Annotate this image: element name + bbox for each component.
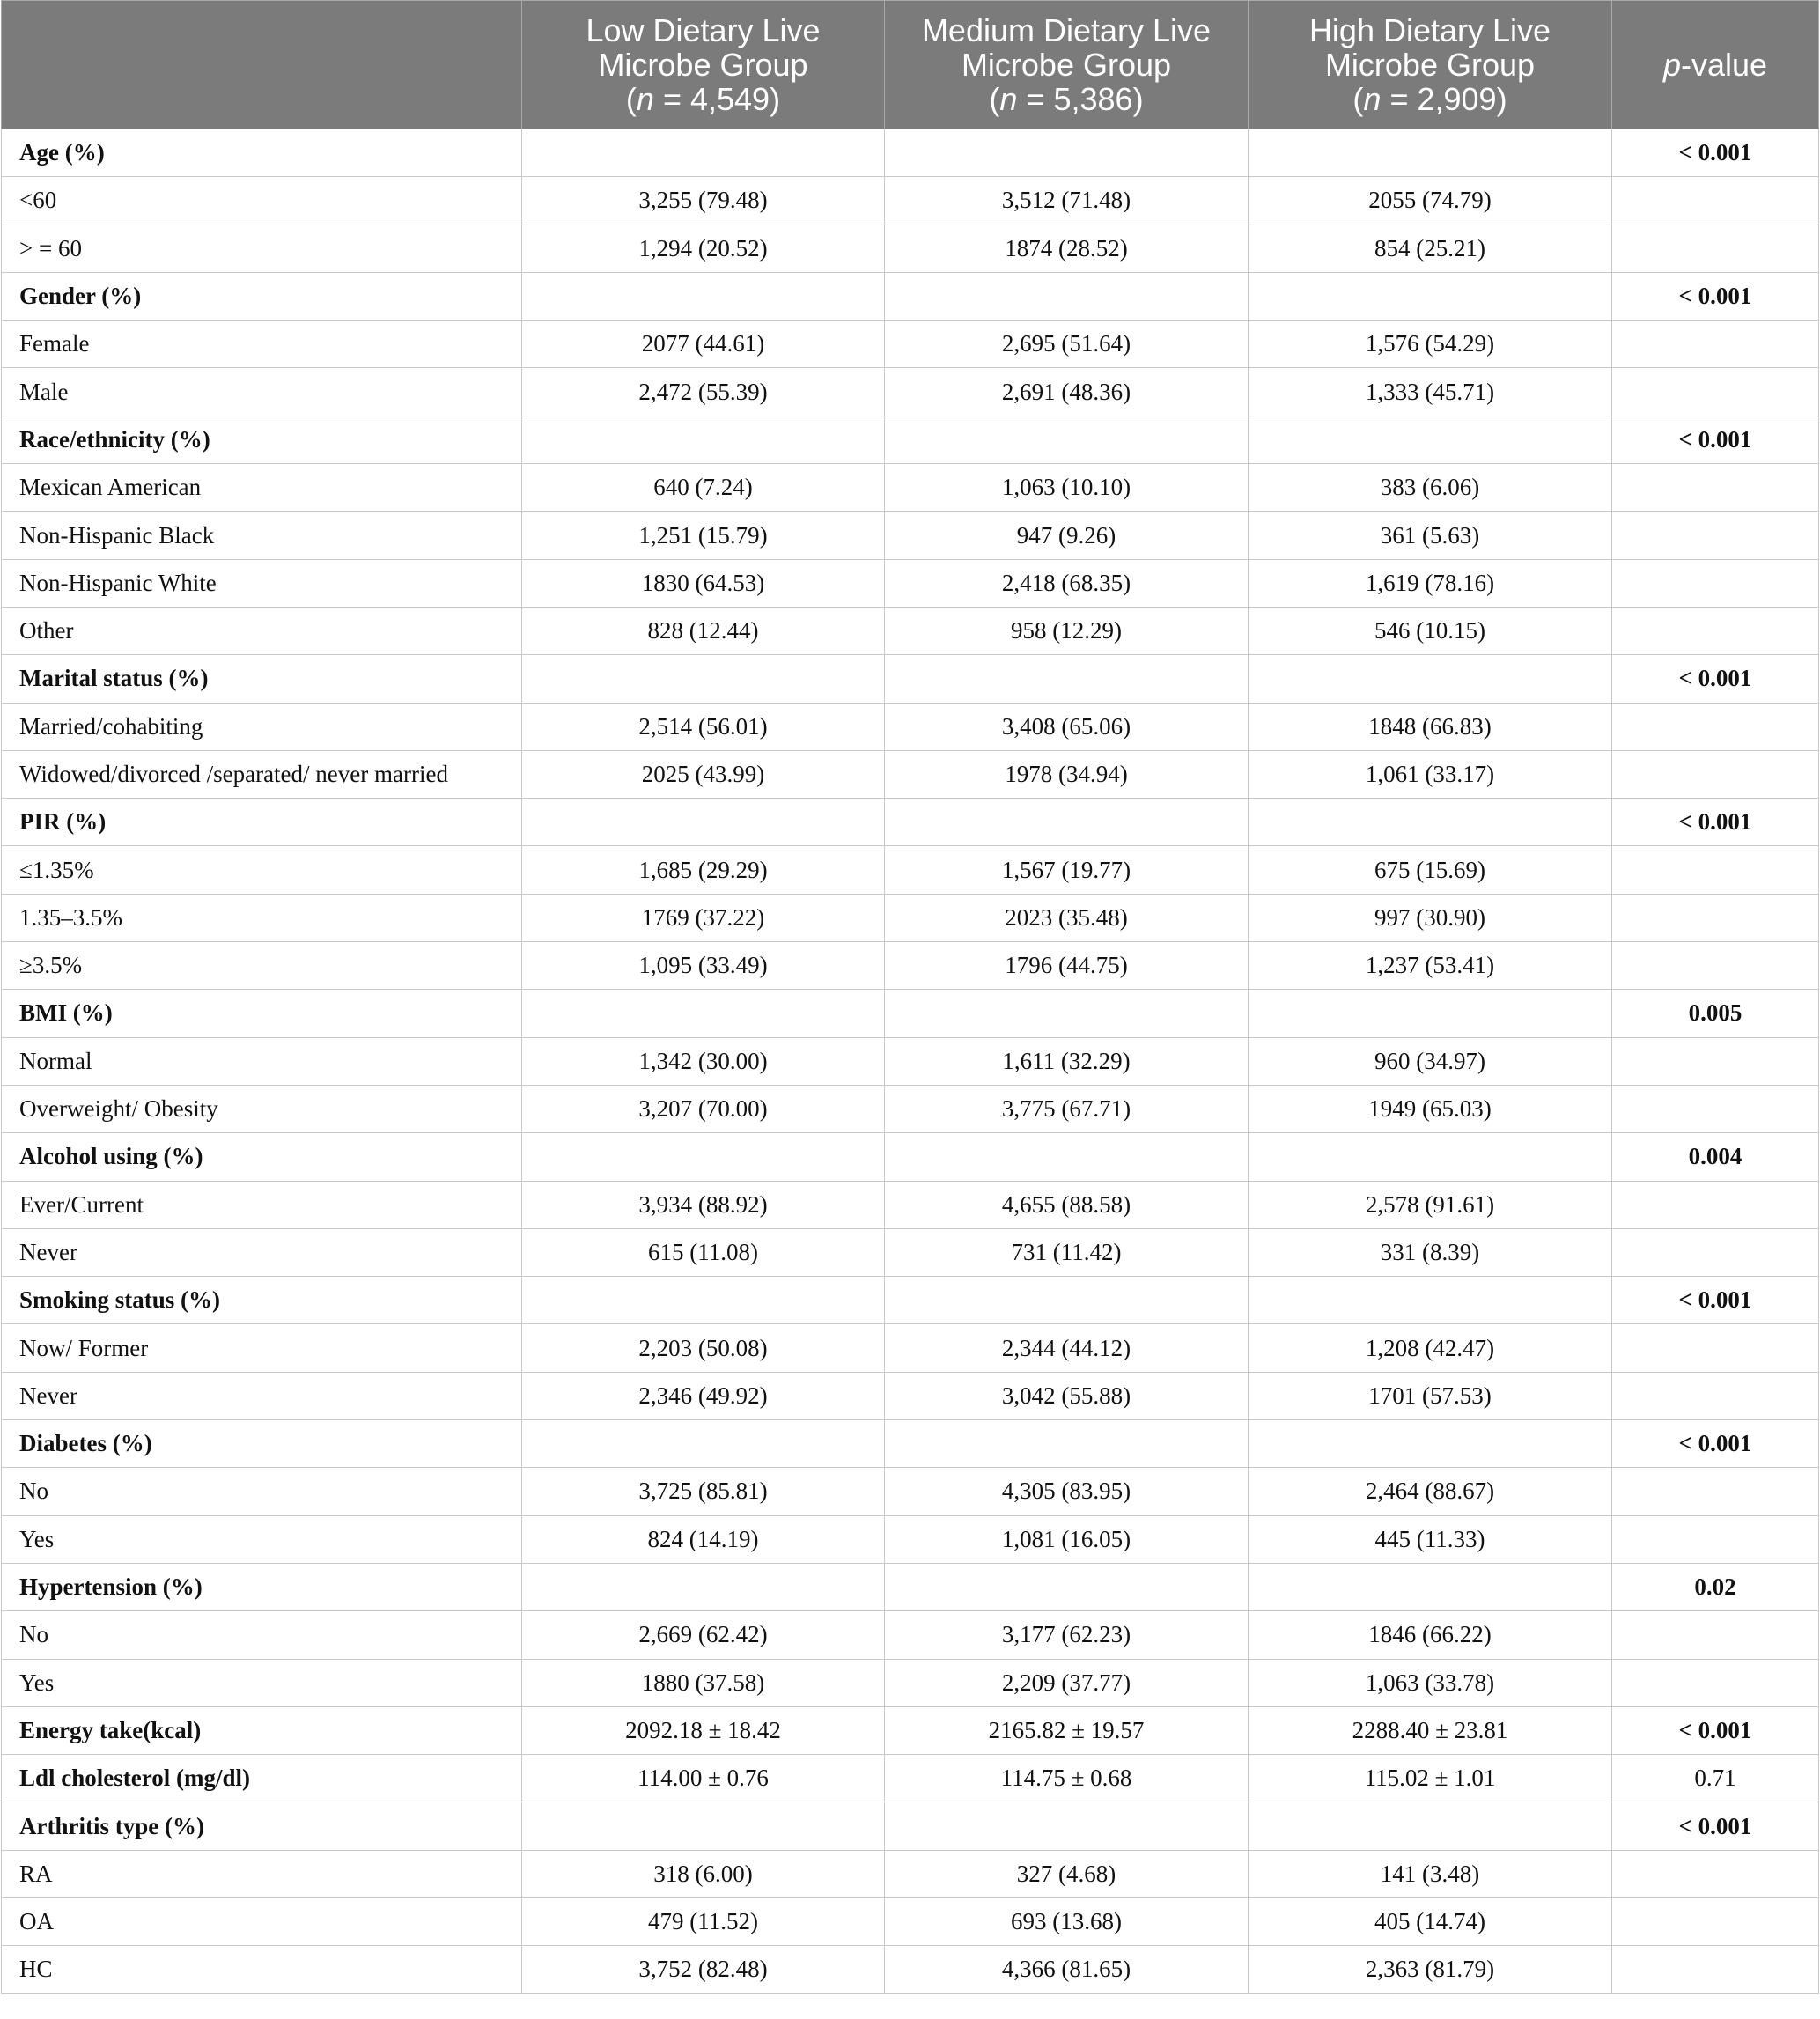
row-label: Gender (%) bbox=[2, 272, 522, 320]
table-row bbox=[2, 464, 1819, 512]
medium-group-value: 4,366 (81.65) bbox=[885, 1946, 1249, 1993]
high-group-value: 1,208 (42.47) bbox=[1249, 1324, 1612, 1372]
medium-group-value: 3,512 (71.48) bbox=[885, 177, 1249, 225]
low-group-value: 3,207 (70.00) bbox=[522, 1085, 885, 1132]
high-group-value: 2055 (74.79) bbox=[1249, 177, 1612, 225]
row-label: RA bbox=[2, 1850, 522, 1897]
medium-group-value bbox=[885, 990, 1249, 1037]
p-value-italic: p bbox=[1662, 47, 1681, 83]
medium-group-value: 2,691 (48.36) bbox=[885, 368, 1249, 416]
table-section-row bbox=[2, 1563, 1819, 1610]
high-group-value: 361 (5.63) bbox=[1249, 512, 1612, 559]
header-cell-variable bbox=[2, 1, 522, 129]
medium-group-value: 2165.82 ± 19.57 bbox=[885, 1706, 1249, 1754]
p-value: 0.004 bbox=[1612, 1133, 1819, 1181]
high-group-value bbox=[1249, 416, 1612, 463]
header-cell-medium-group: Medium Dietary Live Microbe Group (n = 5,386) bbox=[885, 1, 1249, 129]
low-group-value bbox=[522, 1133, 885, 1181]
low-group-value bbox=[522, 272, 885, 320]
medium-group-value: 2023 (35.48) bbox=[885, 894, 1249, 941]
low-group-n-label: n bbox=[636, 81, 654, 117]
low-group-value: 318 (6.00) bbox=[522, 1850, 885, 1897]
high-group-value: 2,363 (81.79) bbox=[1249, 1946, 1612, 1993]
high-group-value: 1846 (66.22) bbox=[1249, 1611, 1612, 1659]
low-group-value: 1,294 (20.52) bbox=[522, 225, 885, 272]
high-group-value: 854 (25.21) bbox=[1249, 225, 1612, 272]
low-group-n-value: 4,549 bbox=[689, 81, 770, 117]
medium-group-n-value: 5,386 bbox=[1053, 81, 1133, 117]
medium-group-line2: Microbe Group bbox=[961, 47, 1172, 83]
low-group-value bbox=[522, 1420, 885, 1468]
low-group-value: 479 (11.52) bbox=[522, 1897, 885, 1945]
low-group-value bbox=[522, 416, 885, 463]
high-group-value: 445 (11.33) bbox=[1249, 1515, 1612, 1563]
medium-group-value: 1,611 (32.29) bbox=[885, 1037, 1249, 1085]
medium-group-value: 693 (13.68) bbox=[885, 1897, 1249, 1945]
table-body bbox=[2, 129, 1819, 1994]
row-label: PIR (%) bbox=[2, 799, 522, 846]
p-value bbox=[1612, 1946, 1819, 1993]
medium-group-value bbox=[885, 799, 1249, 846]
row-label: Widowed/divorced /separated/ never married bbox=[2, 750, 522, 798]
row-label: Age (%) bbox=[2, 129, 522, 177]
p-value-suffix: -value bbox=[1680, 47, 1768, 83]
p-value: < 0.001 bbox=[1612, 1802, 1819, 1850]
row-label: <60 bbox=[2, 177, 522, 225]
p-value bbox=[1612, 703, 1819, 750]
p-value bbox=[1612, 1468, 1819, 1515]
low-group-value: 824 (14.19) bbox=[522, 1515, 885, 1563]
high-group-value bbox=[1249, 655, 1612, 703]
high-group-line1: High Dietary Live bbox=[1308, 12, 1551, 48]
row-label: Alcohol using (%) bbox=[2, 1133, 522, 1181]
table-row bbox=[2, 1085, 1819, 1132]
medium-group-value: 2,209 (37.77) bbox=[885, 1659, 1249, 1706]
medium-group-value: 3,775 (67.71) bbox=[885, 1085, 1249, 1132]
low-group-value: 828 (12.44) bbox=[522, 607, 885, 654]
medium-group-value: 947 (9.26) bbox=[885, 512, 1249, 559]
high-group-value bbox=[1249, 1802, 1612, 1850]
p-value: < 0.001 bbox=[1612, 1706, 1819, 1754]
low-group-value: 1769 (37.22) bbox=[522, 894, 885, 941]
high-group-value bbox=[1249, 1277, 1612, 1324]
low-group-value: 2,669 (62.42) bbox=[522, 1611, 885, 1659]
table-row bbox=[2, 177, 1819, 225]
medium-group-value: 2,418 (68.35) bbox=[885, 559, 1249, 607]
medium-group-value bbox=[885, 1133, 1249, 1181]
table-section-row bbox=[2, 990, 1819, 1037]
high-group-value: 115.02 ± 1.01 bbox=[1249, 1755, 1612, 1802]
row-label: Ldl cholesterol (mg/dl) bbox=[2, 1755, 522, 1802]
row-label: No bbox=[2, 1468, 522, 1515]
p-value bbox=[1612, 464, 1819, 512]
low-group-value: 640 (7.24) bbox=[522, 464, 885, 512]
p-value bbox=[1612, 607, 1819, 654]
table-row bbox=[2, 1181, 1819, 1228]
high-group-value: 960 (34.97) bbox=[1249, 1037, 1612, 1085]
low-group-value bbox=[522, 129, 885, 177]
high-group-value bbox=[1249, 799, 1612, 846]
table-row bbox=[2, 703, 1819, 750]
row-label: Never bbox=[2, 1372, 522, 1419]
table-row bbox=[2, 1372, 1819, 1419]
high-group-value bbox=[1249, 1420, 1612, 1468]
low-group-value: 2,514 (56.01) bbox=[522, 703, 885, 750]
p-value bbox=[1612, 894, 1819, 941]
table-row bbox=[2, 750, 1819, 798]
table-row bbox=[2, 512, 1819, 559]
high-group-value bbox=[1249, 990, 1612, 1037]
high-group-value: 1,619 (78.16) bbox=[1249, 559, 1612, 607]
low-group-value bbox=[522, 990, 885, 1037]
row-label: Never bbox=[2, 1228, 522, 1276]
table-row bbox=[2, 368, 1819, 416]
row-label: Non-Hispanic White bbox=[2, 559, 522, 607]
p-value bbox=[1612, 1372, 1819, 1419]
row-label: > = 60 bbox=[2, 225, 522, 272]
p-value bbox=[1612, 368, 1819, 416]
p-value: 0.02 bbox=[1612, 1563, 1819, 1610]
low-group-value: 615 (11.08) bbox=[522, 1228, 885, 1276]
header-row bbox=[2, 1, 1819, 129]
low-group-value: 114.00 ± 0.76 bbox=[522, 1755, 885, 1802]
medium-group-value: 1978 (34.94) bbox=[885, 750, 1249, 798]
high-group-value: 1,061 (33.17) bbox=[1249, 750, 1612, 798]
table-row bbox=[2, 942, 1819, 990]
row-label: Smoking status (%) bbox=[2, 1277, 522, 1324]
row-label: Now/ Former bbox=[2, 1324, 522, 1372]
row-label: Mexican American bbox=[2, 464, 522, 512]
high-group-value: 1701 (57.53) bbox=[1249, 1372, 1612, 1419]
high-group-value bbox=[1249, 129, 1612, 177]
p-value: < 0.001 bbox=[1612, 1277, 1819, 1324]
low-group-value: 1,342 (30.00) bbox=[522, 1037, 885, 1085]
table-row bbox=[2, 1324, 1819, 1372]
medium-group-value: 1,063 (10.10) bbox=[885, 464, 1249, 512]
low-group-value: 3,725 (85.81) bbox=[522, 1468, 885, 1515]
medium-group-value: 731 (11.42) bbox=[885, 1228, 1249, 1276]
header-cell-high-group: High Dietary Live Microbe Group (n = 2,909) bbox=[1249, 1, 1612, 129]
low-group-value: 3,255 (79.48) bbox=[522, 177, 885, 225]
high-group-value: 1,576 (54.29) bbox=[1249, 321, 1612, 368]
table-section-row bbox=[2, 799, 1819, 846]
low-group-value bbox=[522, 1563, 885, 1610]
p-value bbox=[1612, 1324, 1819, 1372]
p-value: < 0.001 bbox=[1612, 129, 1819, 177]
high-group-n-value: 2,909 bbox=[1417, 81, 1497, 117]
medium-group-value: 2,344 (44.12) bbox=[885, 1324, 1249, 1372]
table-row bbox=[2, 1659, 1819, 1706]
row-label: BMI (%) bbox=[2, 990, 522, 1037]
high-group-value: 675 (15.69) bbox=[1249, 846, 1612, 894]
medium-group-value: 1796 (44.75) bbox=[885, 942, 1249, 990]
baseline-characteristics-table bbox=[1, 0, 1819, 1994]
low-group-value: 2,472 (55.39) bbox=[522, 368, 885, 416]
table-row bbox=[2, 559, 1819, 607]
p-value bbox=[1612, 177, 1819, 225]
row-label: Race/ethnicity (%) bbox=[2, 416, 522, 463]
table-section-row bbox=[2, 272, 1819, 320]
row-label: Ever/Current bbox=[2, 1181, 522, 1228]
p-value: < 0.001 bbox=[1612, 416, 1819, 463]
medium-group-value bbox=[885, 1563, 1249, 1610]
medium-group-value: 327 (4.68) bbox=[885, 1850, 1249, 1897]
medium-group-value: 3,042 (55.88) bbox=[885, 1372, 1249, 1419]
row-label: No bbox=[2, 1611, 522, 1659]
table-section-row bbox=[2, 416, 1819, 463]
row-label: Hypertension (%) bbox=[2, 1563, 522, 1610]
low-group-value bbox=[522, 1802, 885, 1850]
high-group-value: 141 (3.48) bbox=[1249, 1850, 1612, 1897]
low-group-value: 2,346 (49.92) bbox=[522, 1372, 885, 1419]
p-value bbox=[1612, 1181, 1819, 1228]
high-group-n-label: n bbox=[1363, 81, 1382, 117]
p-value bbox=[1612, 512, 1819, 559]
table-row bbox=[2, 1611, 1819, 1659]
low-group-value bbox=[522, 655, 885, 703]
low-group-value: 3,934 (88.92) bbox=[522, 1181, 885, 1228]
p-value: < 0.001 bbox=[1612, 799, 1819, 846]
medium-group-value: 4,305 (83.95) bbox=[885, 1468, 1249, 1515]
row-label: Female bbox=[2, 321, 522, 368]
header-cell-low-group: Low Dietary Live Microbe Group (n = 4,549) bbox=[522, 1, 885, 129]
high-group-value: 405 (14.74) bbox=[1249, 1897, 1612, 1945]
low-group-value: 1,251 (15.79) bbox=[522, 512, 885, 559]
p-value bbox=[1612, 846, 1819, 894]
p-value: < 0.001 bbox=[1612, 1420, 1819, 1468]
table-row bbox=[2, 1897, 1819, 1945]
high-group-value: 546 (10.15) bbox=[1249, 607, 1612, 654]
row-label: Married/cohabiting bbox=[2, 703, 522, 750]
p-value bbox=[1612, 942, 1819, 990]
high-group-value: 1,063 (33.78) bbox=[1249, 1659, 1612, 1706]
medium-group-value: 2,695 (51.64) bbox=[885, 321, 1249, 368]
p-value bbox=[1612, 1228, 1819, 1276]
table-section-row bbox=[2, 1802, 1819, 1850]
table-row bbox=[2, 846, 1819, 894]
p-value bbox=[1612, 1897, 1819, 1945]
row-label: Normal bbox=[2, 1037, 522, 1085]
high-group-value: 2,464 (88.67) bbox=[1249, 1468, 1612, 1515]
table-section-row bbox=[2, 1420, 1819, 1468]
medium-group-value bbox=[885, 416, 1249, 463]
medium-group-value: 1,081 (16.05) bbox=[885, 1515, 1249, 1563]
medium-group-value: 4,655 (88.58) bbox=[885, 1181, 1249, 1228]
table-section-row bbox=[2, 1706, 1819, 1754]
p-value bbox=[1612, 559, 1819, 607]
table-section-row bbox=[2, 129, 1819, 177]
low-group-value: 2,203 (50.08) bbox=[522, 1324, 885, 1372]
table-section-row bbox=[2, 1133, 1819, 1181]
high-group-line2: Microbe Group bbox=[1324, 47, 1536, 83]
row-label: Other bbox=[2, 607, 522, 654]
low-group-value: 2025 (43.99) bbox=[522, 750, 885, 798]
row-label: 1.35–3.5% bbox=[2, 894, 522, 941]
high-group-value: 1,237 (53.41) bbox=[1249, 942, 1612, 990]
low-group-value: 2092.18 ± 18.42 bbox=[522, 1706, 885, 1754]
p-value: < 0.001 bbox=[1612, 272, 1819, 320]
row-label: Arthritis type (%) bbox=[2, 1802, 522, 1850]
row-label: OA bbox=[2, 1897, 522, 1945]
p-value bbox=[1612, 1037, 1819, 1085]
row-label: Overweight/ Obesity bbox=[2, 1085, 522, 1132]
row-label: Marital status (%) bbox=[2, 655, 522, 703]
medium-group-value bbox=[885, 1277, 1249, 1324]
table-row bbox=[2, 1515, 1819, 1563]
table-row bbox=[2, 1228, 1819, 1276]
medium-group-value: 114.75 ± 0.68 bbox=[885, 1755, 1249, 1802]
high-group-value bbox=[1249, 1563, 1612, 1610]
high-group-value: 1949 (65.03) bbox=[1249, 1085, 1612, 1132]
table-row bbox=[2, 1468, 1819, 1515]
medium-group-value: 3,408 (65.06) bbox=[885, 703, 1249, 750]
low-group-value: 1,685 (29.29) bbox=[522, 846, 885, 894]
p-value: 0.71 bbox=[1612, 1755, 1819, 1802]
row-label: HC bbox=[2, 1946, 522, 1993]
p-value bbox=[1612, 1611, 1819, 1659]
medium-group-value bbox=[885, 1802, 1249, 1850]
table-row bbox=[2, 1037, 1819, 1085]
p-value bbox=[1612, 1085, 1819, 1132]
low-group-line2: Microbe Group bbox=[598, 47, 808, 83]
high-group-value: 1848 (66.83) bbox=[1249, 703, 1612, 750]
table-section-row bbox=[2, 1755, 1819, 1802]
high-group-value bbox=[1249, 272, 1612, 320]
table-header bbox=[2, 1, 1819, 129]
row-label: Male bbox=[2, 368, 522, 416]
row-label: ≤1.35% bbox=[2, 846, 522, 894]
high-group-value: 2288.40 ± 23.81 bbox=[1249, 1706, 1612, 1754]
low-group-value bbox=[522, 799, 885, 846]
medium-group-value bbox=[885, 655, 1249, 703]
low-group-line1: Low Dietary Live bbox=[586, 12, 821, 48]
medium-group-value: 3,177 (62.23) bbox=[885, 1611, 1249, 1659]
table-section-row bbox=[2, 1277, 1819, 1324]
high-group-value: 1,333 (45.71) bbox=[1249, 368, 1612, 416]
table-row bbox=[2, 321, 1819, 368]
table-row bbox=[2, 1850, 1819, 1897]
high-group-value: 997 (30.90) bbox=[1249, 894, 1612, 941]
p-value: < 0.001 bbox=[1612, 655, 1819, 703]
row-label: Non-Hispanic Black bbox=[2, 512, 522, 559]
row-label: Yes bbox=[2, 1515, 522, 1563]
header-cell-p-value bbox=[1612, 1, 1819, 129]
row-label: Diabetes (%) bbox=[2, 1420, 522, 1468]
medium-group-value bbox=[885, 129, 1249, 177]
table-row bbox=[2, 1946, 1819, 1993]
low-group-value: 1,095 (33.49) bbox=[522, 942, 885, 990]
medium-group-value: 958 (12.29) bbox=[885, 607, 1249, 654]
medium-group-value: 1,567 (19.77) bbox=[885, 846, 1249, 894]
row-label: Energy take(kcal) bbox=[2, 1706, 522, 1754]
p-value bbox=[1612, 750, 1819, 798]
low-group-value: 3,752 (82.48) bbox=[522, 1946, 885, 1993]
high-group-value: 383 (6.06) bbox=[1249, 464, 1612, 512]
table-section-row bbox=[2, 655, 1819, 703]
row-label: Yes bbox=[2, 1659, 522, 1706]
low-group-value: 1880 (37.58) bbox=[522, 1659, 885, 1706]
p-value bbox=[1612, 1850, 1819, 1897]
p-value: 0.005 bbox=[1612, 990, 1819, 1037]
medium-group-value bbox=[885, 1420, 1249, 1468]
table-row bbox=[2, 225, 1819, 272]
low-group-value: 2077 (44.61) bbox=[522, 321, 885, 368]
medium-group-value: 1874 (28.52) bbox=[885, 225, 1249, 272]
medium-group-value bbox=[885, 272, 1249, 320]
p-value bbox=[1612, 1659, 1819, 1706]
high-group-value bbox=[1249, 1133, 1612, 1181]
high-group-value: 2,578 (91.61) bbox=[1249, 1181, 1612, 1228]
table-row bbox=[2, 607, 1819, 654]
low-group-value: 1830 (64.53) bbox=[522, 559, 885, 607]
p-value bbox=[1612, 1515, 1819, 1563]
high-group-value: 331 (8.39) bbox=[1249, 1228, 1612, 1276]
low-group-value bbox=[522, 1277, 885, 1324]
medium-group-line1: Medium Dietary Live bbox=[921, 12, 1212, 48]
row-label: ≥3.5% bbox=[2, 942, 522, 990]
p-value bbox=[1612, 225, 1819, 272]
medium-group-n-label: n bbox=[999, 81, 1018, 117]
table-row bbox=[2, 894, 1819, 941]
p-value bbox=[1612, 321, 1819, 368]
